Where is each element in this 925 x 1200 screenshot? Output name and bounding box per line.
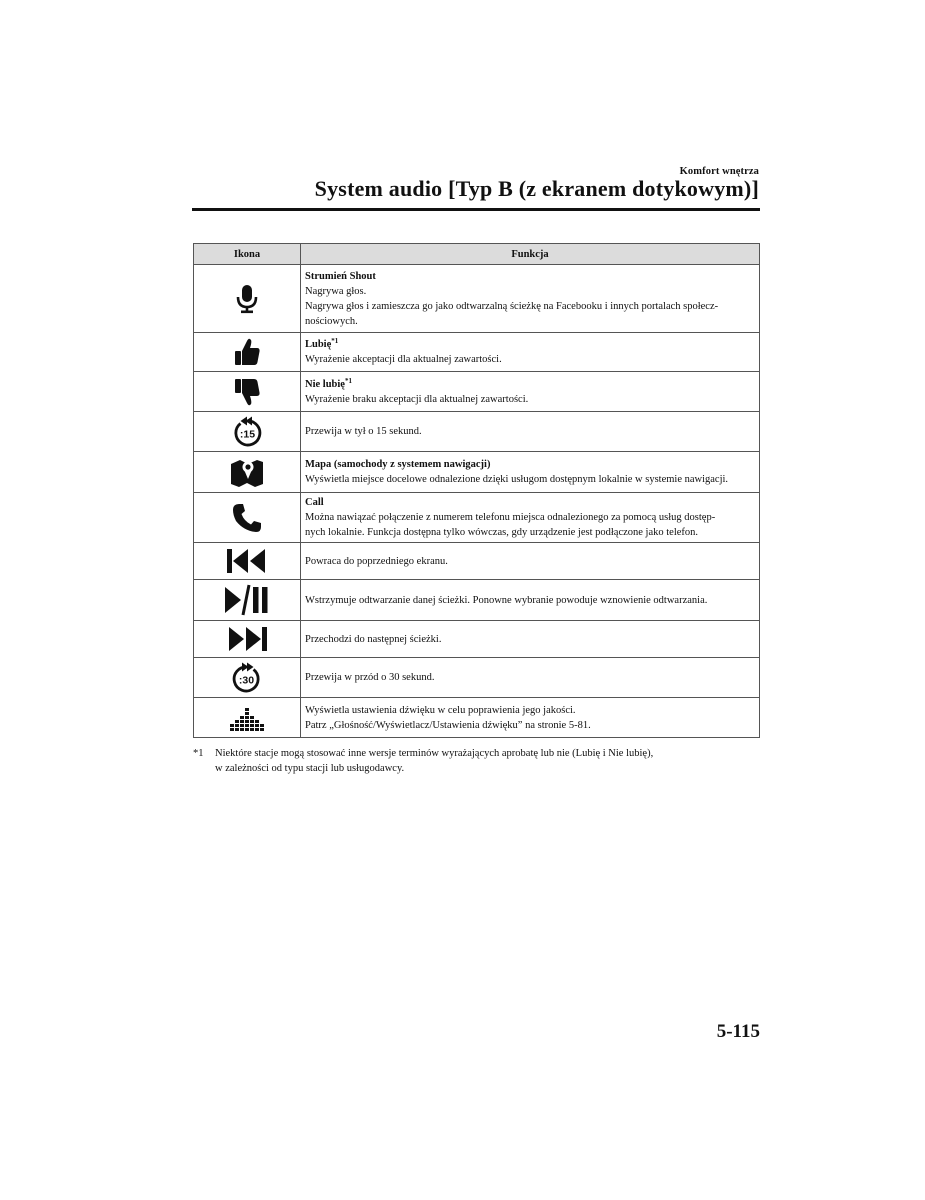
footnote-mark: *1: [193, 748, 204, 759]
function-title: Nie lubię: [305, 378, 345, 390]
rewind-15-label: :15: [239, 428, 256, 440]
table-row: [194, 333, 760, 372]
page-title: System audio [Typ B (z ekranem dotykowym)]: [314, 176, 759, 201]
function-description: Wyświetla miejsce docelowe odnalezione dzięki usługom dostępnym lokalnie w systemie nawigacji.: [305, 474, 729, 485]
function-description: nych lokalnie. Funkcja dostępna tylko wówczas, gdy urządzenie jest podłączone jako telefon.: [305, 527, 699, 538]
forward-30-label: :30: [238, 674, 255, 686]
function-title: Lubię: [305, 339, 332, 350]
page-number: 5-115: [716, 1021, 760, 1042]
title-rule: [192, 208, 760, 211]
table-row: [194, 621, 760, 658]
forward-30-icon: [230, 661, 264, 695]
footnote-text: w zależności od typu stacji lub usługodawcy.: [215, 763, 405, 774]
section-label: Komfort wnętrza: [679, 166, 759, 177]
table-row: [194, 543, 760, 580]
function-description: Przechodzi do następnej ścieżki.: [305, 633, 442, 645]
function-description: Patrz „Głośność/Wyświetlacz/Ustawienia dźwięku” na stronie 5-81.: [305, 719, 591, 731]
table-row: [194, 698, 760, 738]
function-description: Wyrażenie braku akceptacji dla aktualnej zawartości.: [305, 393, 529, 405]
function-description: Wyświetla ustawienia dźwięku w celu poprawienia jego jakości.: [305, 704, 576, 716]
next-track-icon: [225, 624, 269, 654]
previous-track-icon: [225, 546, 269, 576]
table-row: [194, 658, 760, 698]
function-description: nościowych.: [305, 315, 358, 327]
function-description: Przewija w przód o 30 sekund.: [305, 672, 435, 683]
function-title: Strumień Shout: [305, 270, 376, 282]
table-row: [194, 412, 760, 452]
microphone-icon: [230, 282, 264, 316]
function-description: Nagrywa głos i zamieszcza go jako odtwarzalną ścieżkę na Facebooku i innych portalach społecz-: [305, 300, 719, 312]
function-title: Mapa (samochody z systemem nawigacji): [305, 459, 491, 470]
function-description: Nagrywa głos.: [305, 285, 367, 297]
footnote-ref: *1: [331, 337, 339, 345]
header-function-column: Funkcja: [301, 244, 760, 265]
table-row: [194, 452, 760, 493]
table-header-row: [194, 244, 760, 265]
function-description: Wstrzymuje odtwarzanie danej ścieżki. Ponowne wybranie powoduje wznowienie odtwarzania.: [305, 594, 708, 606]
phone-icon: [230, 501, 264, 535]
thumbs-up-icon: [230, 335, 264, 369]
table-row: [194, 580, 760, 621]
function-description: Przewija w tył o 15 sekund.: [305, 426, 422, 437]
function-description: Wyrażenie akceptacji dla aktualnej zawartości.: [305, 354, 502, 365]
table-row: [194, 493, 760, 543]
function-table: [193, 243, 760, 738]
sound-settings-icon: [229, 703, 265, 733]
footnote-text: Niektóre stacje mogą stosować inne wersje terminów wyrażających aprobatę lub nie (Lubię i Nie lubię),: [215, 748, 654, 759]
footnote-ref: *1: [344, 376, 352, 385]
map-icon: [229, 455, 265, 489]
footnote: [193, 746, 760, 776]
rewind-15-icon: [230, 415, 264, 449]
function-description: Można nawiązać połączenie z numerem telefonu miejsca odnalezionego za pomocą usług dostęp-: [305, 512, 716, 523]
table-row: [194, 265, 760, 333]
play-pause-icon: [222, 583, 272, 617]
table-row: [194, 372, 760, 412]
function-title: Call: [305, 497, 324, 508]
function-description: Powraca do poprzedniego ekranu.: [305, 555, 448, 567]
header-icon-column: Ikona: [194, 244, 301, 265]
thumbs-down-icon: [230, 375, 264, 409]
